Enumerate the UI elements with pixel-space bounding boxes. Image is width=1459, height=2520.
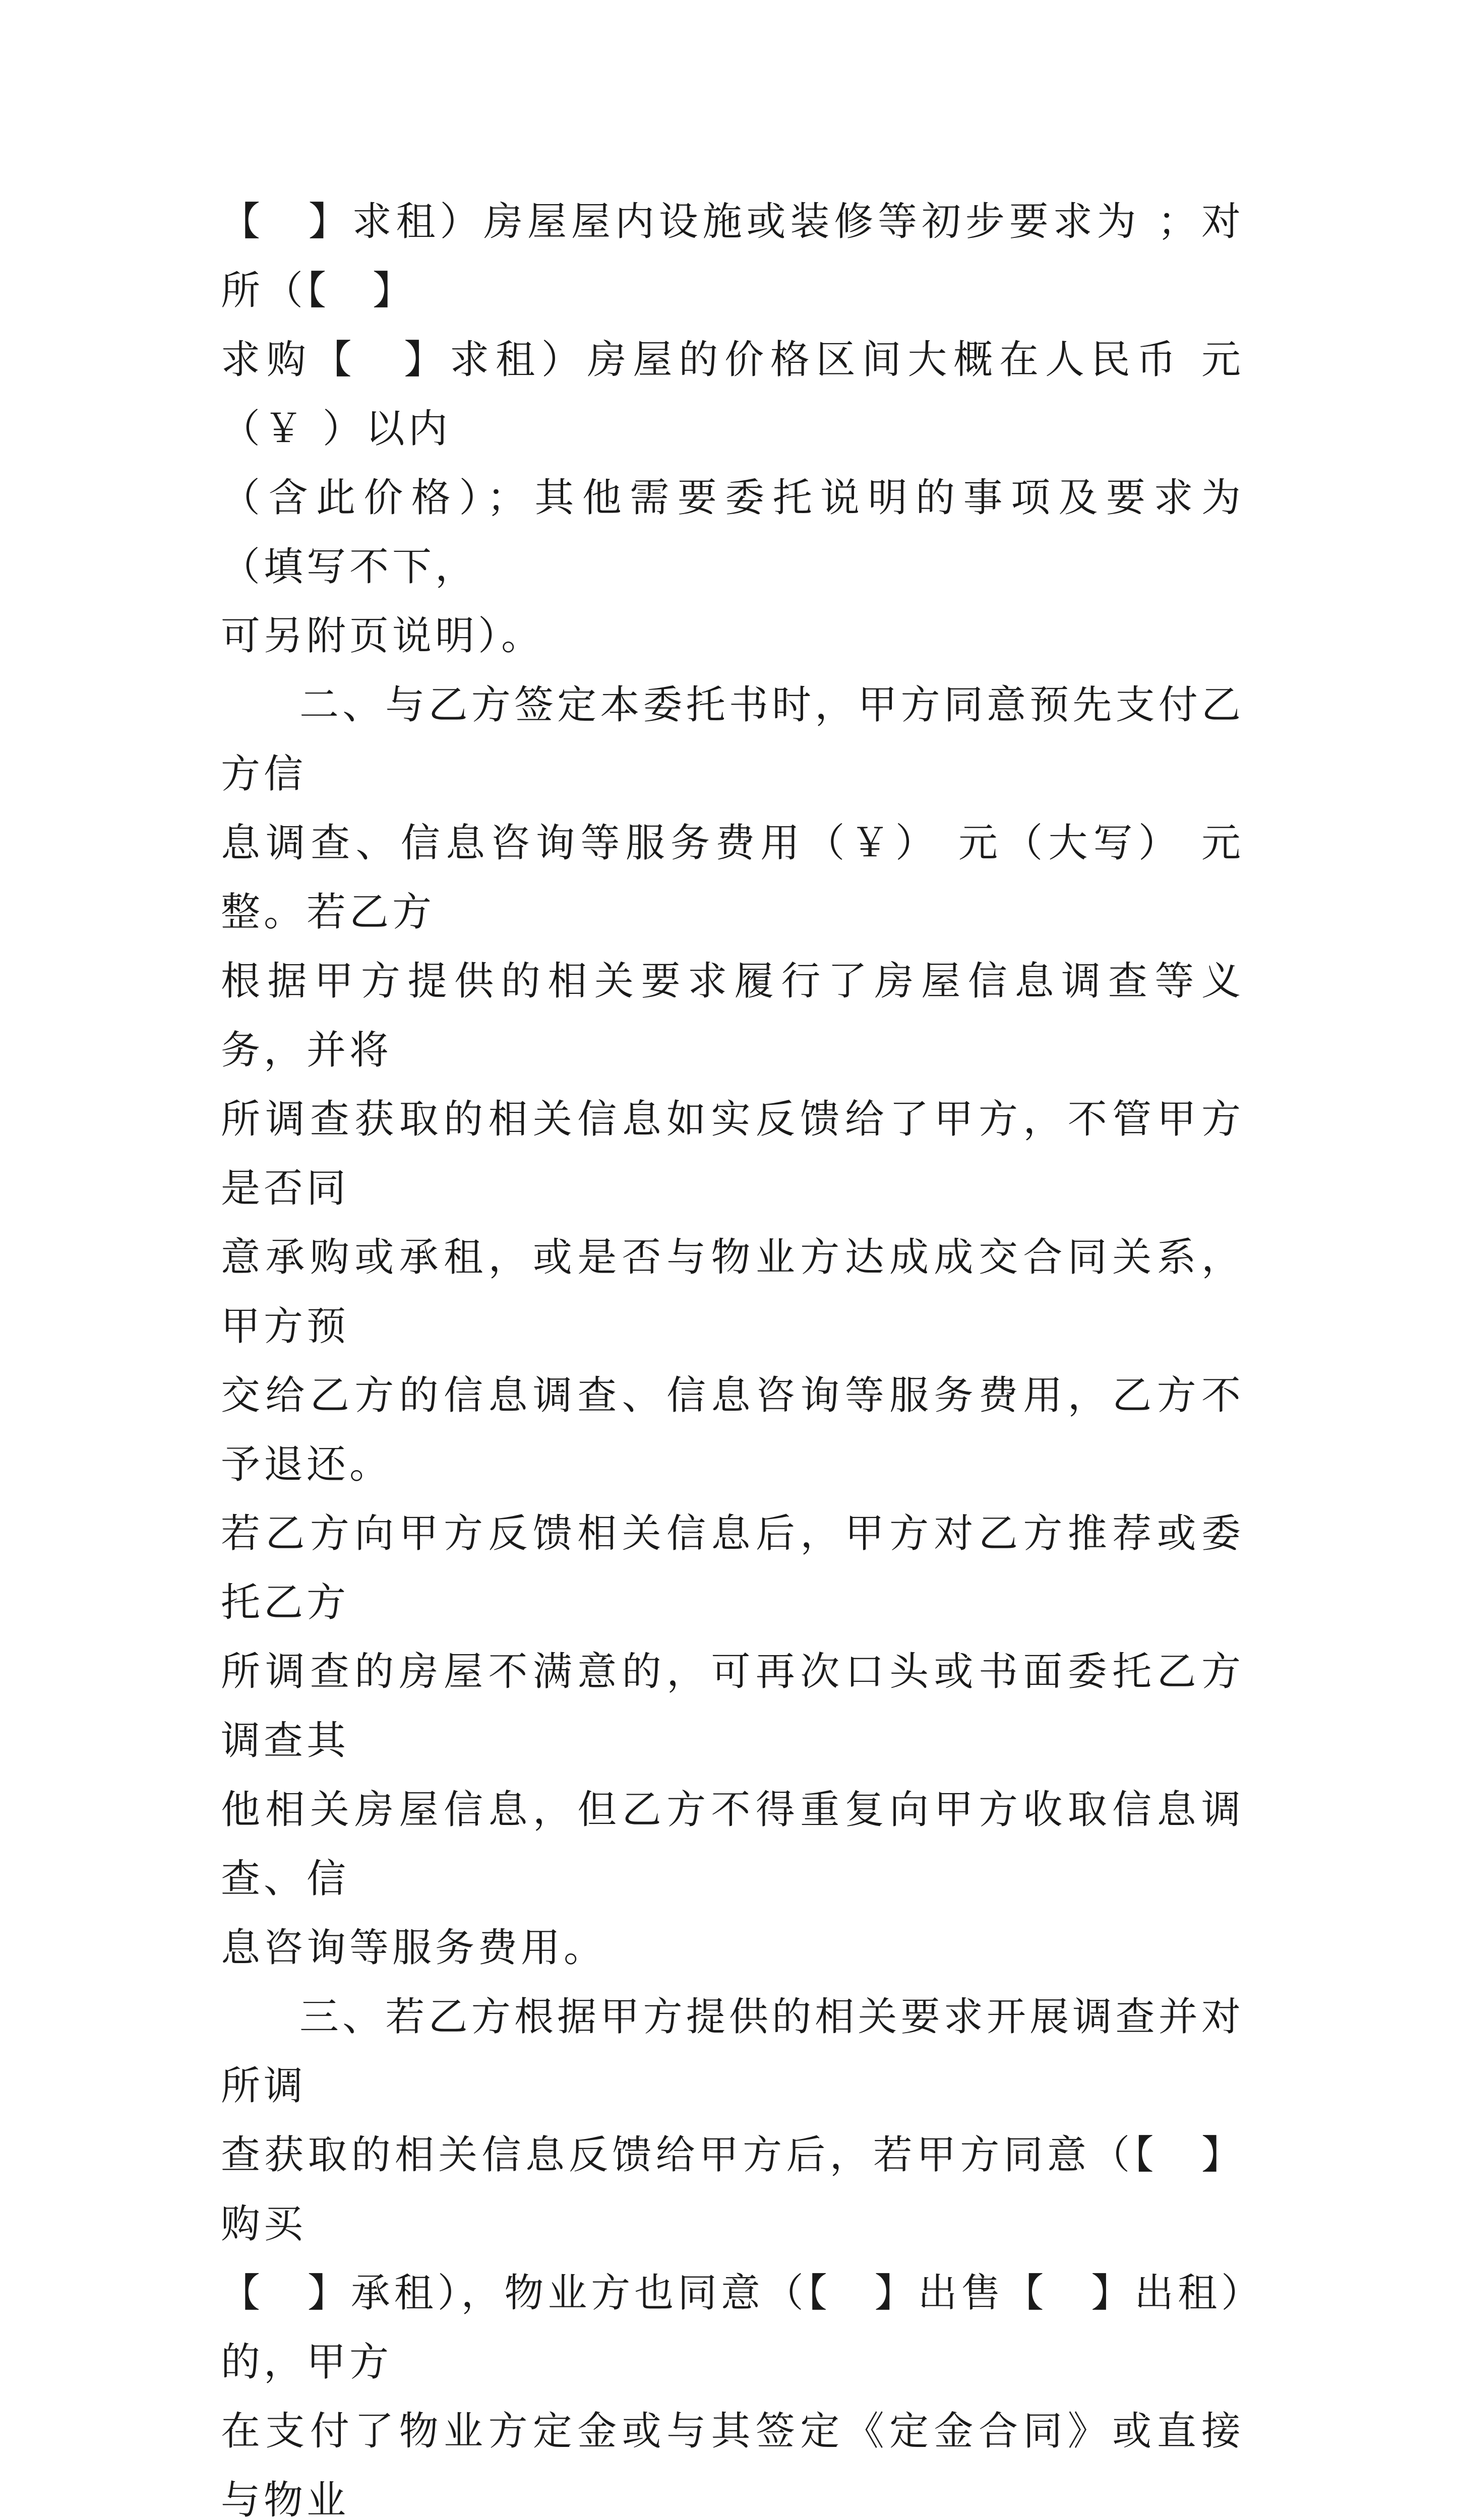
text-line: 所调查获取的相关信息如实反馈给了甲方，不管甲方是否同	[221, 1097, 1244, 1211]
text-line: 意承购或承租，或是否与物业方达成成交合同关系，甲方预	[221, 1235, 1244, 1349]
text-line: 查获取的相关信息反馈给甲方后，若甲方同意（【 】购买	[221, 2132, 1244, 2247]
text-line: 交给乙方的信息调查、信息咨询等服务费用，乙方不予退还。	[221, 1373, 1244, 1487]
text-line: 三、若乙方根据甲方提供的相关要求开展调查并对所调	[221, 1994, 1244, 2109]
text-line: 可另附页说明）。	[221, 613, 544, 659]
text-line: 二、与乙方签定本委托书时，甲方同意预先支付乙方信	[221, 682, 1244, 797]
text-line: 他相关房屋信息，但乙方不得重复向甲方收取信息调查、信	[221, 1787, 1244, 1902]
text-line: 所调查的房屋不满意的，可再次口头或书面委托乙方调查其	[221, 1649, 1244, 1763]
paragraph-clause-two	[221, 671, 1244, 1983]
text-line: 根据甲方提供的相关要求履行了房屋信息调查等义务，并将	[221, 959, 1244, 1073]
text-line: 求购【 】求租）房屋的价格区间大概在人民币 元（￥ ）以内	[221, 337, 1244, 452]
text-line: 在支付了物业方定金或与其签定《定金合同》或直接与物业	[221, 2409, 1244, 2520]
text-line: 【 】求租）房屋屋内设施或装修等初步要求为 ；对所（【 】	[221, 199, 1244, 313]
text-line: 【 】承租），物业方也同意（【 】出售【 】出租）的，甲方	[221, 2271, 1244, 2385]
paragraph-clause-three	[221, 1983, 1244, 2520]
text-line: 息调查、信息咨询等服务费用（￥） 元（大写） 元整。若乙方	[221, 821, 1244, 935]
text-line: （含此价格）；其他需要委托说明的事项及要求为 （填写不下，	[221, 475, 1244, 590]
text-line: 息咨询等服务费用。	[221, 1925, 607, 1971]
text-line: 若乙方向甲方反馈相关信息后，甲方对乙方推荐或委托乙方	[221, 1511, 1244, 1625]
document-body	[221, 187, 1244, 2520]
paragraph-requirements	[221, 187, 1244, 671]
